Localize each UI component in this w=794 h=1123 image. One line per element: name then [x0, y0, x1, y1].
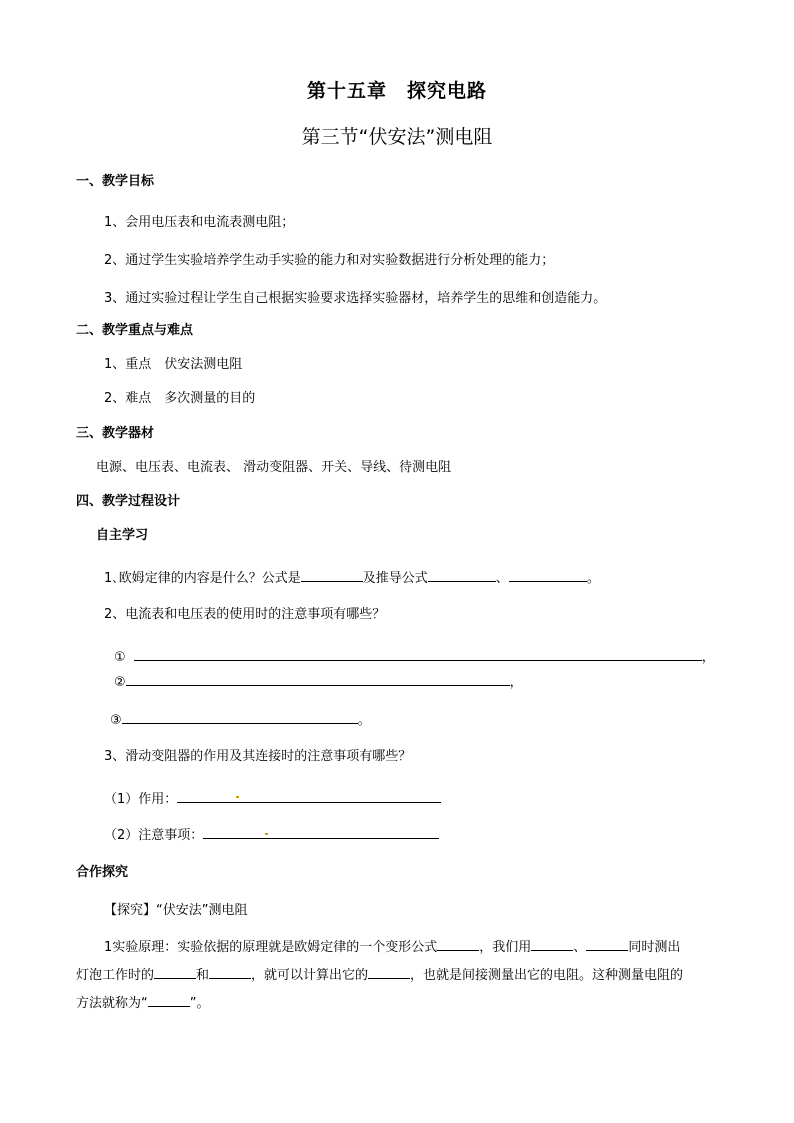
principle-text-5: 灯泡工作时的: [76, 968, 155, 983]
section-2-heading: 二、教学重点与难点: [76, 323, 194, 338]
chapter-title: 第十五章 探究电路: [306, 80, 487, 102]
principle-blank-1[interactable]: [437, 936, 479, 951]
principle-text-4: 同时测出: [628, 940, 681, 955]
principle-blank-7[interactable]: [148, 992, 190, 1007]
self-study-heading: 自主学习: [96, 528, 149, 543]
principle-blank-2[interactable]: [531, 936, 573, 951]
principle-blank-5[interactable]: [209, 964, 251, 979]
function-label: （1）作用：: [104, 792, 178, 807]
circle-3-marker: ③: [110, 713, 122, 728]
rheostat-function: [104, 788, 441, 809]
key-point: 1、重点 伏安法测电阻: [104, 357, 243, 372]
notes-blank[interactable]: [203, 824, 439, 839]
objective-1: 1、会用电压表和电流表测电阻；: [104, 215, 295, 230]
section-1-heading: 一、教学目标: [76, 174, 155, 189]
principle-text-7: ，就可以计算出它的: [251, 968, 369, 983]
ink-mark: [265, 833, 268, 835]
formula-blank[interactable]: [301, 567, 363, 582]
ink-mark: [236, 796, 239, 798]
principle-line-3: [76, 990, 726, 1018]
ammeter-note-3: [110, 709, 371, 730]
principle-line-2: [76, 962, 726, 990]
question-2: 2、电流表和电压表的使用时的注意事项有哪些？: [104, 607, 386, 622]
section-3-heading: 三、教学器材: [76, 426, 155, 441]
principle-text-1: 1实验原理：实验依据的原理就是欧姆定律的一个变形公式: [104, 940, 438, 955]
note-2-blank[interactable]: [126, 671, 510, 686]
note-3-end: 。: [357, 713, 371, 728]
function-blank[interactable]: [177, 788, 441, 803]
principle-blank-3[interactable]: [586, 936, 628, 951]
note-3-blank[interactable]: [122, 709, 358, 724]
note-2-end: ，: [509, 675, 523, 690]
equipment-list: 电源、电压表、电流表、 滑动变阻器、开关、导线、待测电阻: [96, 460, 452, 475]
section-4-heading: 四、教学过程设计: [76, 494, 181, 509]
derived-formula-blank-2[interactable]: [509, 567, 587, 582]
principle-line-1: [76, 934, 726, 962]
note-1-blank[interactable]: [134, 646, 702, 661]
principle-text-10: ”。: [189, 996, 210, 1011]
principle-text-8: ，也就是间接测量出它的电阻。这种测量电阻的: [410, 968, 684, 983]
derived-formula-blank-1[interactable]: [428, 567, 496, 582]
circle-2-marker: ②: [114, 675, 126, 690]
principle-blank-6[interactable]: [368, 964, 410, 979]
ammeter-note-1: [114, 646, 715, 667]
principle-paragraph: [76, 934, 726, 1018]
question-1-text-d: 。: [586, 571, 600, 586]
principle-text-2: ，我们用: [479, 940, 532, 955]
objective-3: 3、通过实验过程让学生自己根据实验要求选择实验器材，培养学生的思维和创造能力。: [104, 291, 607, 306]
question-1-text-a: 1､欧姆定律的内容是什么？公式是: [104, 571, 301, 586]
question-1-text-b: 及推导公式: [362, 571, 428, 586]
notes-label: （2）注意事项：: [104, 828, 204, 843]
note-1-end: ，: [701, 650, 715, 665]
rheostat-notes: [104, 824, 439, 845]
principle-text-6: 和: [196, 968, 210, 983]
question-3: 3、滑动变阻器的作用及其连接时的注意事项有哪些？: [104, 749, 412, 764]
section-title: 第三节“伏安法”测电阻: [301, 126, 493, 148]
question-1-text-c: 、: [495, 571, 509, 586]
ammeter-note-2: [114, 671, 523, 692]
explore-heading: 【探究】“伏安法”测电阻: [104, 903, 248, 918]
objective-2: 2、通过学生实验培养学生动手实验的能力和对实验数据进行分析处理的能力；: [104, 253, 555, 268]
circle-1-marker: ①: [114, 650, 126, 665]
difficult-point: 2、难点 多次测量的目的: [104, 391, 256, 406]
question-1: [104, 567, 600, 588]
principle-blank-4[interactable]: [154, 964, 196, 979]
principle-text-9: 方法就称为“: [76, 996, 148, 1011]
cooperative-heading: 合作探究: [76, 865, 129, 880]
principle-text-3: 、: [573, 940, 587, 955]
